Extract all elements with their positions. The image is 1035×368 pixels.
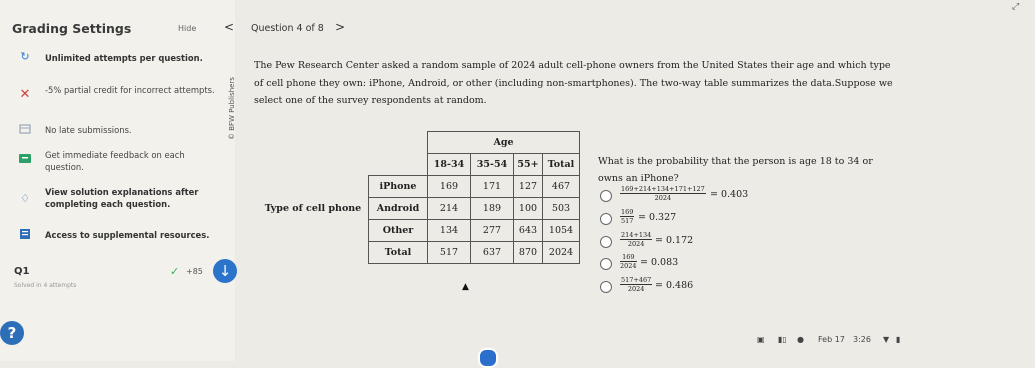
table-cell: 467 (543, 176, 580, 198)
table-cell: 214 (428, 198, 471, 220)
checkmark-icon: ✓ (170, 265, 180, 278)
question-text: The Pew Research Center asked a random sample of 2024 adult cell-phone owners from the United States their age and which type of cell phone they own: iPhone, Android, or other (including non-smartphones). The two-way table summarizes the data.Suppose we select one of the survey respondents at random. (254, 60, 893, 106)
fraction-numerator: 169 (620, 253, 637, 262)
question-1-points: +85 (186, 267, 203, 276)
setting-text: -5% partial credit for incorrect attempts. (45, 85, 215, 95)
hide-button[interactable]: Hide (178, 24, 197, 33)
fraction-denominator: 2024 (620, 262, 637, 270)
table-cell: 503 (543, 198, 580, 220)
feedback-icon (18, 152, 32, 166)
option-result: = 0.083 (640, 257, 679, 268)
setting-text: Get immediate feedback on each question. (45, 150, 185, 172)
radio-button[interactable] (600, 213, 612, 225)
help-button[interactable]: ? (0, 321, 24, 345)
mouse-cursor-icon: ▲ (462, 282, 469, 292)
radio-button[interactable] (600, 281, 612, 293)
download-arrow-button[interactable]: ↓ (213, 259, 237, 283)
x-icon: ✕ (19, 87, 31, 102)
table-cell: 134 (428, 220, 471, 242)
setting-text: Unlimited attempts per question. (45, 53, 203, 63)
table-cell: 1054 (543, 220, 580, 242)
table-cell: 643 (514, 220, 543, 242)
book-icon (18, 227, 32, 241)
question-1-attempts: Solved in 4 attempts (14, 282, 77, 289)
radio-button[interactable] (600, 190, 612, 202)
fraction-numerator: 169+214+134+171+127 (621, 185, 705, 193)
no-late-icon (18, 122, 32, 136)
fraction-numerator: 214+134 (621, 231, 652, 239)
question-prompt: What is the probability that the person is age 18 to 34 or owns an iPhone? (598, 156, 873, 184)
two-way-table (258, 131, 580, 264)
wifi-icon: ▼ (883, 335, 890, 344)
table-cell: 169 (428, 176, 471, 198)
fraction-denominator: 2024 (654, 194, 672, 202)
table-cell: 870 (514, 242, 543, 264)
radio-button[interactable] (600, 236, 612, 248)
previous-question-button[interactable]: < (224, 20, 235, 34)
option-result: = 0.403 (710, 189, 749, 200)
table-cell: 277 (471, 220, 514, 242)
setting-text: View solution explanations after completing each question. (45, 187, 199, 209)
row-group-label: Type of cell phone (264, 203, 362, 214)
tray-date: Feb 17 (818, 335, 845, 344)
setting-text: Access to supplemental resources. (45, 230, 210, 240)
row-header: Other (369, 220, 428, 242)
column-header: 18-34 (428, 154, 471, 176)
option-result: = 0.486 (655, 280, 694, 291)
option-result: = 0.327 (638, 212, 677, 223)
fraction-numerator: 169 (621, 208, 634, 216)
info-icon[interactable]: ● (797, 335, 804, 344)
grading-settings-title: Grading Settings (12, 21, 132, 36)
option-result: = 0.172 (655, 235, 694, 246)
column-header: Total (543, 154, 580, 176)
question-1-label[interactable]: Q1 (14, 266, 30, 277)
tray-time: 3:26 (853, 335, 871, 344)
column-header: 55+ (514, 154, 543, 176)
age-header: Age (428, 132, 580, 154)
table-cell: 517 (428, 242, 471, 264)
fraction-denominator: 2024 (627, 240, 645, 248)
refresh-icon: ↻ (20, 50, 30, 63)
fraction-denominator: 517 (621, 217, 634, 225)
battery-icon: ▮▯ (778, 335, 787, 344)
radio-button[interactable] (600, 258, 612, 270)
table-cell: 171 (471, 176, 514, 198)
table-cell: 127 (514, 176, 543, 198)
lightbulb-icon: ♢ (20, 192, 30, 205)
table-cell: 100 (514, 198, 543, 220)
battery-status-icon: ▮ (896, 335, 901, 344)
fraction-denominator: 2024 (627, 285, 645, 293)
fraction-numerator: 517+467 (621, 276, 652, 284)
grading-settings-sidebar (0, 0, 235, 361)
table-cell: 637 (471, 242, 514, 264)
row-header: Android (369, 198, 428, 220)
row-header: iPhone (369, 176, 428, 198)
question-counter: Question 4 of 8 (251, 23, 324, 34)
launcher-dot[interactable] (478, 348, 498, 368)
publisher-watermark: © BFW Publishers (228, 77, 236, 140)
table-cell: 2024 (543, 242, 580, 264)
expand-icon[interactable]: ⤢ (1012, 2, 1020, 12)
next-question-button[interactable]: > (335, 20, 346, 34)
setting-text: No late submissions. (45, 125, 132, 135)
screen-icon[interactable]: ▣ (757, 335, 765, 344)
row-header: Total (369, 242, 428, 264)
table-cell: 189 (471, 198, 514, 220)
column-header: 35-54 (471, 154, 514, 176)
